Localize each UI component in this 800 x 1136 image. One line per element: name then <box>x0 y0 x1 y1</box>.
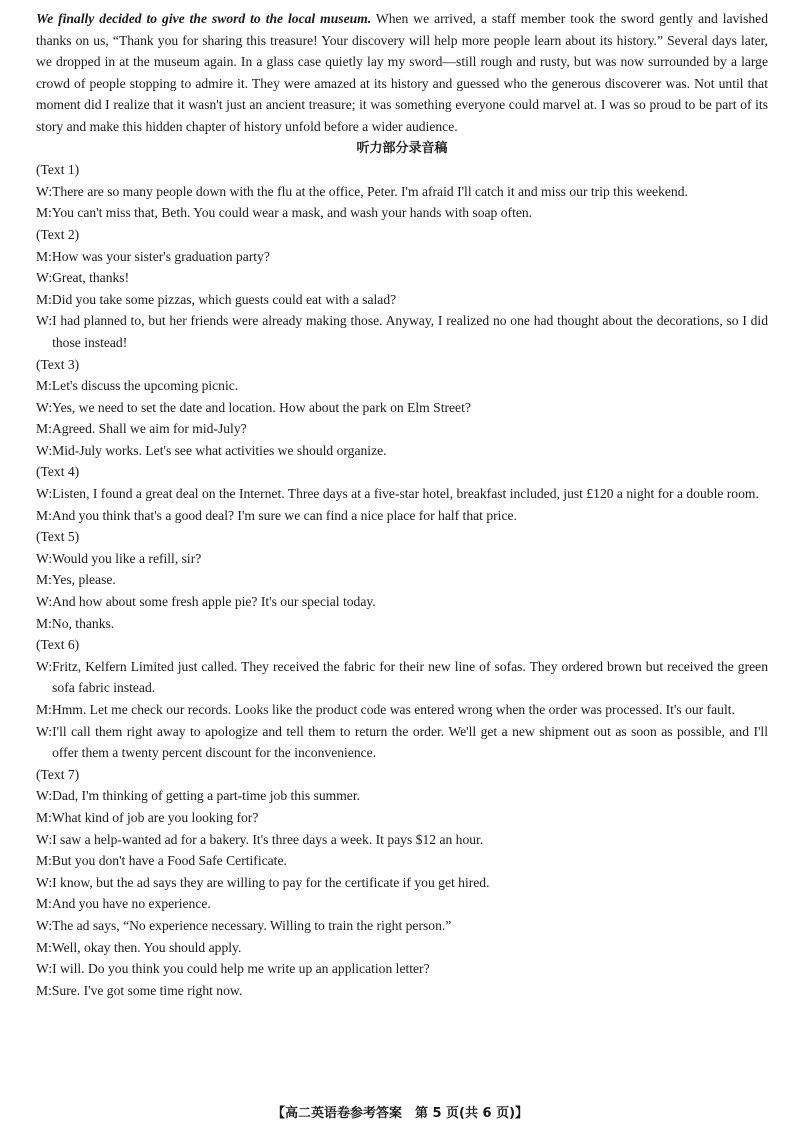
utterance: But you don't have a Food Safe Certificate. <box>51 853 287 869</box>
speaker-tag: W: <box>36 550 53 566</box>
speaker-tag: M: <box>36 982 52 998</box>
dialogue-line <box>36 613 768 635</box>
utterance: And you have no experience. <box>51 896 211 912</box>
dialogue-line <box>36 937 768 959</box>
text-label: (Text 7) <box>36 766 80 782</box>
speaker-tag: M: <box>36 896 52 912</box>
speaker-tag: W: <box>36 874 53 890</box>
utterance: What kind of job are you looking for? <box>51 809 259 825</box>
utterance: Agreed. Shall we aim for mid-July? <box>51 421 247 437</box>
utterance: I will. Do you think you could help me write up an application letter? <box>52 961 430 977</box>
utterance: I know, but the ad says they are willing to pay for the certificate if you get hired. <box>52 874 490 890</box>
utterance: Well, okay then. You should apply. <box>51 939 242 955</box>
dialogue-line <box>36 310 768 353</box>
text-label: (Text 2) <box>36 226 80 242</box>
speaker-tag: W: <box>36 961 53 977</box>
speaker-tag: M: <box>36 615 52 631</box>
dialogue-line <box>36 505 768 527</box>
dialogue-line <box>36 872 768 894</box>
utterance: Hmm. Let me check our records. Looks like the product code was entered wrong when the order was processed. It's our fault. <box>51 702 735 717</box>
utterance: You can't miss that, Beth. You could wear a mask, and wash your hands with soap often. <box>51 205 533 221</box>
section-title: 听力部分录音稿 <box>356 140 448 156</box>
utterance: There are so many people down with the flu at the office, Peter. I'm afraid I'll catch it and miss our trip this weekend. <box>52 183 688 199</box>
utterance: No, thanks. <box>51 615 115 631</box>
speaker-tag: W: <box>36 183 53 199</box>
dialogue-line <box>36 548 768 570</box>
dialogue-line <box>36 893 768 915</box>
story-body: When we arrived, a staff member took the sword gently and lavished thanks on us, “Thank you for sharing this treasure! Your discovery will help more people learn about its history.” Several days later, we dropped in at the museum again. In a glass case quietly lay my sword—still rough and rusty, but was now surrounded by a large crowd of people stopping to admire it. They were amazed at its history and guessed who the generous discoverer was. Not until that moment did I realize that it wasn't just an ancient treasure; it was something everyone could marvel at. I was so proud to be part of its story and make this hidden chapter of history unfold before a wider audience. <box>36 11 768 134</box>
dialogue-line <box>36 418 768 440</box>
utterance: Sure. I've got some time right now. <box>51 982 243 998</box>
speaker-tag: W: <box>36 831 53 847</box>
speaker-tag: M: <box>36 572 52 588</box>
dialogue-line <box>36 181 768 203</box>
dialogue-line <box>36 829 768 851</box>
speaker-tag: W: <box>36 917 53 933</box>
speaker-tag: M: <box>36 702 52 717</box>
speaker-tag: W: <box>36 442 53 458</box>
utterance: Dad, I'm thinking of getting a part-time job this summer. <box>52 788 360 804</box>
text-label: (Text 4) <box>36 464 80 480</box>
dialogue-line <box>36 980 768 1002</box>
utterance: Fritz, Kelfern Limited just called. They received the fabric for their new line of sofas. They ordered brown but received the green sofa fabric instead. <box>52 658 768 696</box>
utterance: How was your sister's graduation party? <box>51 248 270 264</box>
dialogue-line <box>36 785 768 807</box>
speaker-tag: M: <box>36 248 52 264</box>
speaker-tag: M: <box>36 378 52 394</box>
utterance: I saw a help-wanted ad for a bakery. It's three days a week. It pays $12 an hour. <box>52 831 484 847</box>
dialogue-line <box>36 202 768 224</box>
dialogue-line <box>36 397 768 419</box>
dialogue-line <box>36 850 768 872</box>
speaker-tag: M: <box>36 939 52 955</box>
dialogue-line <box>36 807 768 829</box>
story-paragraph <box>36 8 768 138</box>
dialogue-line <box>36 440 768 462</box>
listening-transcript <box>36 159 768 1001</box>
speaker-tag: W: <box>36 270 53 286</box>
text-label: (Text 1) <box>36 162 80 178</box>
text-label: (Text 3) <box>36 356 80 372</box>
dialogue-line <box>36 483 768 505</box>
speaker-tag: W: <box>36 658 53 674</box>
dialogue-line <box>36 721 768 764</box>
speaker-tag: M: <box>36 853 52 869</box>
dialogue-line <box>36 656 768 699</box>
dialogue-line <box>36 289 768 311</box>
document-page <box>36 8 768 1001</box>
dialogue-line <box>36 375 768 397</box>
dialogue-line <box>36 915 768 937</box>
text-label: (Text 6) <box>36 637 80 653</box>
dialogue-line <box>36 591 768 613</box>
speaker-tag: M: <box>36 507 52 523</box>
speaker-tag: W: <box>36 399 53 415</box>
utterance: And you think that's a good deal? I'm sure we can find a nice place for half that price. <box>51 507 517 523</box>
dialogue-line <box>36 246 768 268</box>
utterance: Would you like a refill, sir? <box>52 550 202 566</box>
speaker-tag: W: <box>36 788 53 804</box>
utterance: Listen, I found a great deal on the Internet. Three days at a five-star hotel, breakfast included, just £120 a night for a double room. <box>52 486 759 502</box>
dialogue-line <box>36 267 768 289</box>
speaker-tag: M: <box>36 291 52 307</box>
utterance: Yes, please. <box>51 572 116 588</box>
utterance: Mid-July works. Let's see what activities we should organize. <box>52 442 387 458</box>
speaker-tag: W: <box>36 723 53 739</box>
utterance: Did you take some pizzas, which guests could eat with a salad? <box>51 291 397 307</box>
speaker-tag: W: <box>36 594 53 610</box>
speaker-tag: M: <box>36 809 52 825</box>
utterance: Great, thanks! <box>52 270 130 286</box>
utterance: Let's discuss the upcoming picnic. <box>51 378 239 394</box>
story-lead-sentence: We finally decided to give the sword to the local museum. <box>36 11 372 26</box>
utterance: I'll call them right away to apologize and tell them to return the order. We'll get a new shipment out as soon as possible, and I'll offer them a twenty percent discount for the inconvenience. <box>52 723 768 761</box>
page-footer: 【高二英语卷参考答案 第 5 页(共 6 页)】 <box>271 1106 529 1121</box>
utterance: I had planned to, but her friends were already making those. Anyway, I realized no one had thought about the decorations, so I did those instead! <box>52 313 768 350</box>
text-label: (Text 5) <box>36 529 80 545</box>
dialogue-line <box>36 958 768 980</box>
speaker-tag: W: <box>36 313 53 329</box>
speaker-tag: W: <box>36 486 53 502</box>
dialogue-line <box>36 569 768 591</box>
speaker-tag: M: <box>36 421 52 437</box>
utterance: The ad says, “No experience necessary. Willing to train the right person.” <box>52 917 452 933</box>
dialogue-line <box>36 699 768 721</box>
utterance: And how about some fresh apple pie? It's our special today. <box>52 594 376 610</box>
utterance: Yes, we need to set the date and location. How about the park on Elm Street? <box>52 399 471 415</box>
speaker-tag: M: <box>36 205 52 221</box>
